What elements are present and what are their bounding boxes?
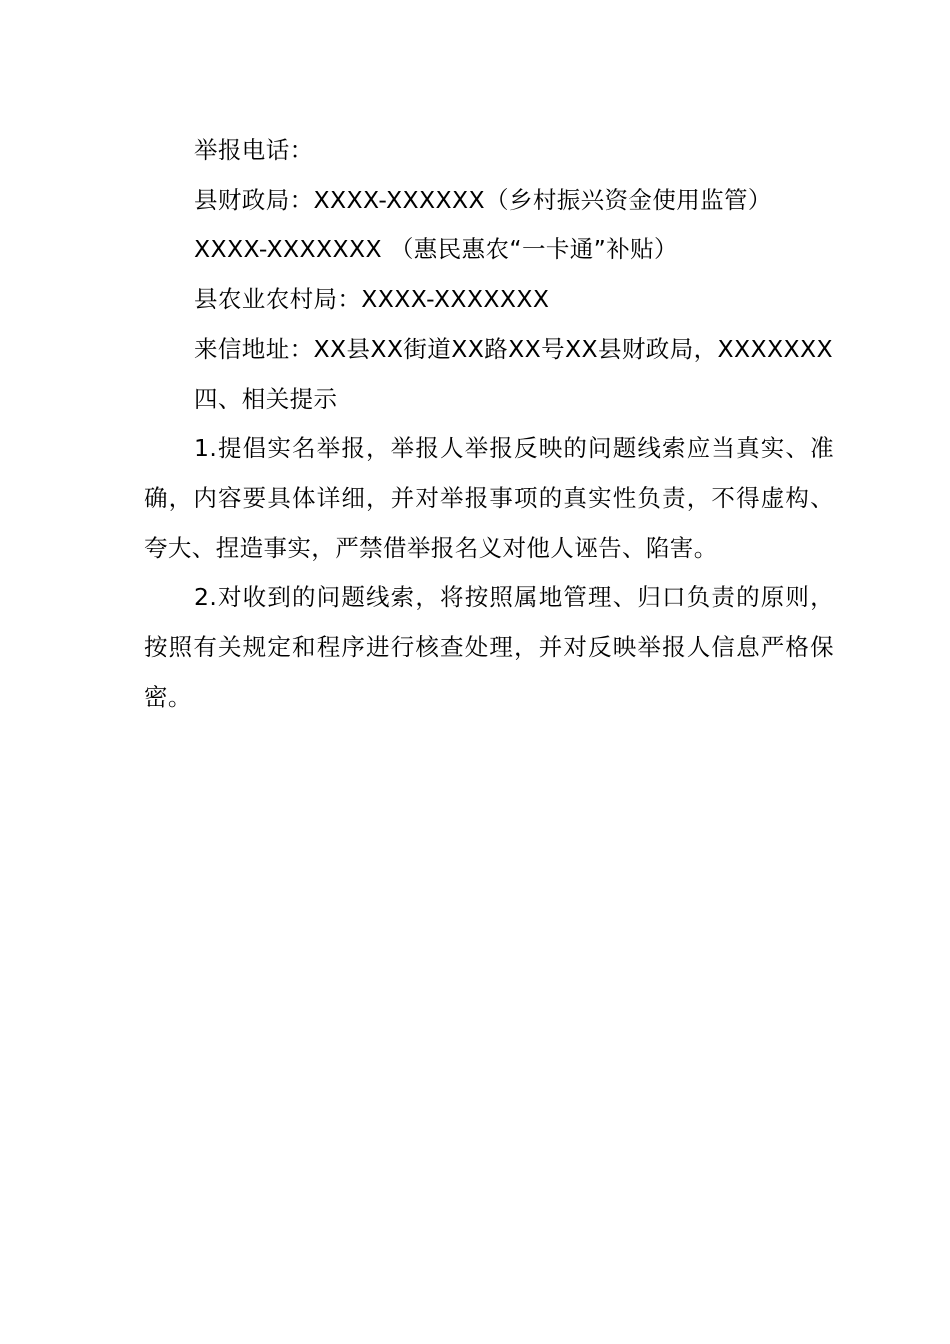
section-heading-related-tips: 四、相关提示 bbox=[194, 384, 338, 413]
agriculture-bureau-phone: 县农业农村局：XXXX-XXXXXXX bbox=[194, 285, 550, 314]
mailing-address: 来信地址：XX县XX街道XX路XX号XX县财政局，XXXXXXX bbox=[194, 334, 833, 363]
tip-item-2: 2.对收到的问题线索，将按照属地管理、归口负责的原则，按照有关规定和程序进行核查处理，并对反映举报人信息严格保密。 bbox=[144, 583, 834, 711]
subsidy-card-phone: XXXX-XXXXXXX （惠民惠农“一卡通”补贴） bbox=[194, 235, 678, 264]
finance-bureau-phone: 县财政局：XXXX-XXXXXX（乡村振兴资金使用监管） bbox=[194, 185, 772, 214]
tip-item-1: 1.提倡实名举报，举报人举报反映的问题线索应当真实、准确，内容要具体详细，并对举报事项的真实性负责，不得虚构、夸大、捏造事实，严禁借举报名义对他人诬告、陷害。 bbox=[144, 434, 834, 562]
document-body bbox=[144, 126, 834, 722]
report-phone-heading: 举报电话： bbox=[194, 136, 314, 164]
